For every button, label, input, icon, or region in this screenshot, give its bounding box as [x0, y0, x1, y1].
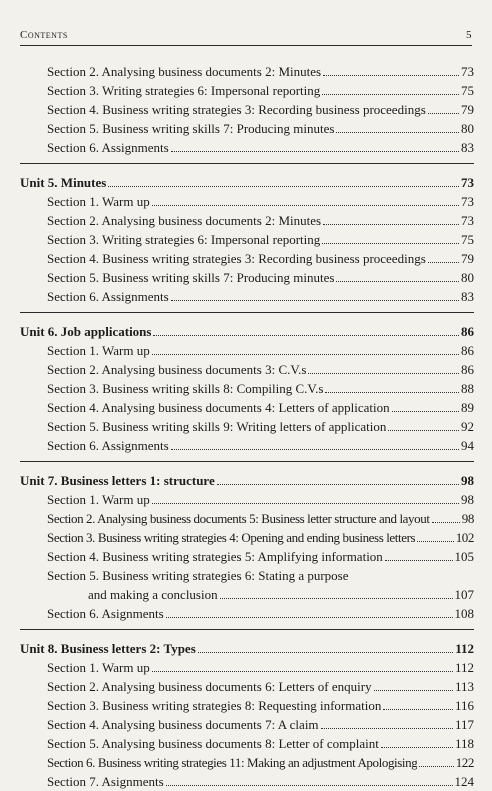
toc-section-entry[interactable] — [20, 398, 474, 417]
toc-page-number: 92 — [461, 419, 474, 434]
toc-entry-title: Section 4. Analysing business documents 7: A claim — [47, 717, 319, 732]
toc-page-number: 112 — [455, 641, 474, 656]
toc-page-number: 86 — [461, 362, 474, 377]
dot-leader — [392, 411, 459, 412]
toc-entry-title: Section 4. Business writing strategies 3: Recording business proceedings — [47, 102, 426, 117]
toc-page-number: 98 — [461, 492, 474, 507]
toc-section-entry[interactable] — [20, 753, 474, 772]
dot-leader — [171, 151, 459, 152]
dot-leader — [171, 300, 459, 301]
toc-entry-title: Section 2. Analysing business documents 3: C.V.s — [47, 362, 307, 377]
toc-section-entry[interactable] — [20, 585, 474, 604]
toc-section-entry[interactable] — [20, 528, 474, 547]
toc-page-number: 83 — [461, 289, 474, 304]
toc-section-entry[interactable] — [20, 658, 474, 677]
toc-page-number: 105 — [454, 549, 474, 564]
toc-page-number: 117 — [454, 717, 474, 732]
toc-section-entry[interactable] — [20, 417, 474, 436]
toc-unit-entry[interactable] — [20, 322, 474, 341]
toc-section-entry[interactable] — [20, 696, 474, 715]
toc-page-number: 122 — [455, 755, 474, 770]
dot-leader — [152, 671, 453, 672]
dot-leader — [381, 747, 453, 748]
dot-leader — [322, 243, 459, 244]
dot-leader — [152, 354, 459, 355]
toc-section-entry[interactable] — [20, 81, 474, 100]
toc-entry-title: Section 5. Analysing business documents 8: Letter of complaint — [47, 736, 379, 751]
toc-entry-title: Section 1. Warm up — [47, 492, 150, 507]
toc-page-number: 112 — [454, 660, 474, 675]
toc-section-entry[interactable] — [20, 62, 474, 81]
toc-entry-title: Section 5. Business writing strategies 6: Stating a purpose — [47, 568, 349, 583]
toc-unit-entry[interactable] — [20, 173, 474, 192]
toc-section-entry[interactable] — [20, 604, 474, 623]
dot-leader — [152, 503, 459, 504]
toc-page-number: 89 — [461, 400, 474, 415]
dot-leader — [428, 113, 459, 114]
toc-page-number: 73 — [461, 213, 474, 228]
toc-page-number: 116 — [454, 698, 474, 713]
toc-section-entry[interactable] — [20, 138, 474, 157]
toc-section-entry[interactable] — [20, 509, 474, 528]
dot-leader — [385, 560, 453, 561]
toc-entry-title: Section 2. Analysing business documents 2: Minutes — [47, 64, 322, 79]
toc-page-number: 107 — [454, 587, 474, 602]
dot-leader — [336, 281, 459, 282]
toc-section-entry[interactable] — [20, 119, 474, 138]
toc-section-entry[interactable] — [20, 566, 474, 585]
dot-leader — [323, 224, 459, 225]
toc-entry-title: Unit 5. Minutes — [20, 175, 107, 190]
toc-page-number: 86 — [461, 343, 474, 358]
toc-page-number: 80 — [461, 270, 474, 285]
table-of-contents — [20, 62, 474, 791]
toc-page-number: 108 — [454, 606, 474, 621]
toc-page-number: 98 — [461, 473, 474, 488]
toc-entry-title: Section 2. Analysing business documents 2: Minutes — [47, 213, 322, 228]
toc-entry-title: Section 3. Writing strategies 6: Impersonal reporting — [47, 83, 321, 98]
toc-section-entry[interactable] — [20, 715, 474, 734]
dot-leader — [152, 205, 459, 206]
dot-leader — [198, 652, 453, 653]
toc-entry-title: Section 6. Assignments — [47, 289, 169, 304]
toc-section-entry[interactable] — [20, 547, 474, 566]
toc-page-number: 79 — [461, 251, 474, 266]
toc-section-entry[interactable] — [20, 734, 474, 753]
toc-entry-title: Section 1. Warm up — [47, 343, 150, 358]
dot-leader — [374, 690, 453, 691]
header-title: Contents — [20, 29, 68, 41]
dot-leader — [108, 186, 459, 187]
toc-page-number: 73 — [461, 64, 474, 79]
toc-page-number: 86 — [461, 324, 474, 339]
dot-leader — [325, 392, 459, 393]
section-divider — [20, 312, 474, 313]
dot-leader — [417, 541, 454, 542]
toc-entry-title: Section 1. Warm up — [47, 194, 150, 209]
toc-entry-title: Section 6. Asignments — [47, 606, 164, 621]
toc-page-number: 94 — [461, 438, 474, 453]
toc-section-entry[interactable] — [20, 100, 474, 119]
toc-section-entry[interactable] — [20, 772, 474, 791]
toc-entry-title: Section 3. Business writing strategies 8: Requesting information — [47, 698, 382, 713]
toc-section-entry[interactable] — [20, 341, 474, 360]
toc-section-entry[interactable] — [20, 360, 474, 379]
dot-leader — [388, 430, 459, 431]
dot-leader — [432, 522, 460, 523]
toc-section-entry[interactable] — [20, 211, 474, 230]
toc-section-entry[interactable] — [20, 490, 474, 509]
dot-leader — [336, 132, 459, 133]
toc-section-entry[interactable] — [20, 249, 474, 268]
toc-page-number: 73 — [461, 194, 474, 209]
section-divider — [20, 461, 474, 462]
toc-unit-entry[interactable] — [20, 471, 474, 490]
toc-unit-entry[interactable] — [20, 639, 474, 658]
dot-leader — [383, 709, 453, 710]
toc-entry-title: Section 6. Assignments — [47, 140, 169, 155]
toc-page-number: 80 — [461, 121, 474, 136]
toc-page-number: 98 — [461, 511, 474, 526]
toc-entry-title: Unit 7. Business letters 1: structure — [20, 473, 215, 488]
toc-entry-title: Section 6. Business writing strategies 11: Making an adjustment Apologising — [47, 755, 418, 770]
toc-page-number: 73 — [461, 175, 474, 190]
toc-page-number: 88 — [461, 381, 474, 396]
toc-entry-title: Section 5. Business writing skills 7: Producing minutes — [47, 270, 335, 285]
dot-leader — [166, 785, 453, 786]
toc-entry-title: and making a conclusion — [88, 587, 218, 602]
toc-entry-title: Section 2. Analysing business documents 5: Business letter structure and layout — [47, 511, 430, 526]
toc-entry-title: Section 1. Warm up — [47, 660, 150, 675]
toc-page-number: 118 — [454, 736, 474, 751]
dot-leader — [153, 335, 459, 336]
section-divider — [20, 629, 474, 630]
toc-entry-title: Section 5. Business writing skills 9: Writing letters of application — [47, 419, 387, 434]
dot-leader — [308, 373, 459, 374]
dot-leader — [321, 728, 453, 729]
toc-section-entry[interactable] — [20, 379, 474, 398]
toc-section-entry[interactable] — [20, 287, 474, 306]
dot-leader — [428, 262, 459, 263]
toc-page-number: 102 — [455, 530, 474, 545]
toc-page-number: 124 — [454, 774, 474, 789]
toc-entry-title: Section 3. Writing strategies 6: Impersonal reporting — [47, 232, 321, 247]
dot-leader — [220, 598, 453, 599]
dot-leader — [217, 484, 459, 485]
toc-section-entry[interactable] — [20, 677, 474, 696]
running-header — [20, 29, 472, 46]
toc-section-entry[interactable] — [20, 436, 474, 455]
toc-section-entry[interactable] — [20, 268, 474, 287]
section-divider — [20, 163, 474, 164]
dot-leader — [322, 94, 459, 95]
toc-entry-title: Section 5. Business writing skills 7: Producing minutes — [47, 121, 335, 136]
dot-leader — [171, 449, 459, 450]
toc-page-number: 79 — [461, 102, 474, 117]
toc-entry-title: Section 7. Asignments — [47, 774, 164, 789]
toc-page-number: 83 — [461, 140, 474, 155]
toc-entry-title: Section 4. Business writing strategies 3: Recording business proceedings — [47, 251, 426, 266]
dot-leader — [166, 617, 453, 618]
toc-page-number: 75 — [461, 232, 474, 247]
dot-leader — [419, 766, 453, 767]
toc-page-number: 75 — [461, 83, 474, 98]
dot-leader — [323, 75, 459, 76]
toc-entry-title: Section 2. Analysing business documents 6: Letters of enquiry — [47, 679, 372, 694]
toc-entry-title: Section 3. Business writing strategies 4: Opening and ending business letters — [47, 530, 416, 545]
toc-entry-title: Section 4. Analysing business documents 4: Letters of application — [47, 400, 390, 415]
toc-entry-title: Section 6. Assignments — [47, 438, 169, 453]
header-page-number: 5 — [466, 29, 472, 41]
toc-entry-title: Section 3. Business writing skills 8: Compiling C.V.s — [47, 381, 324, 396]
toc-page-number: 113 — [454, 679, 474, 694]
toc-section-entry[interactable] — [20, 230, 474, 249]
toc-entry-title: Unit 8. Business letters 2: Types — [20, 641, 196, 656]
toc-section-entry[interactable] — [20, 192, 474, 211]
toc-entry-title: Section 4. Business writing strategies 5: Amplifying information — [47, 549, 383, 564]
toc-entry-title: Unit 6. Job applications — [20, 324, 152, 339]
